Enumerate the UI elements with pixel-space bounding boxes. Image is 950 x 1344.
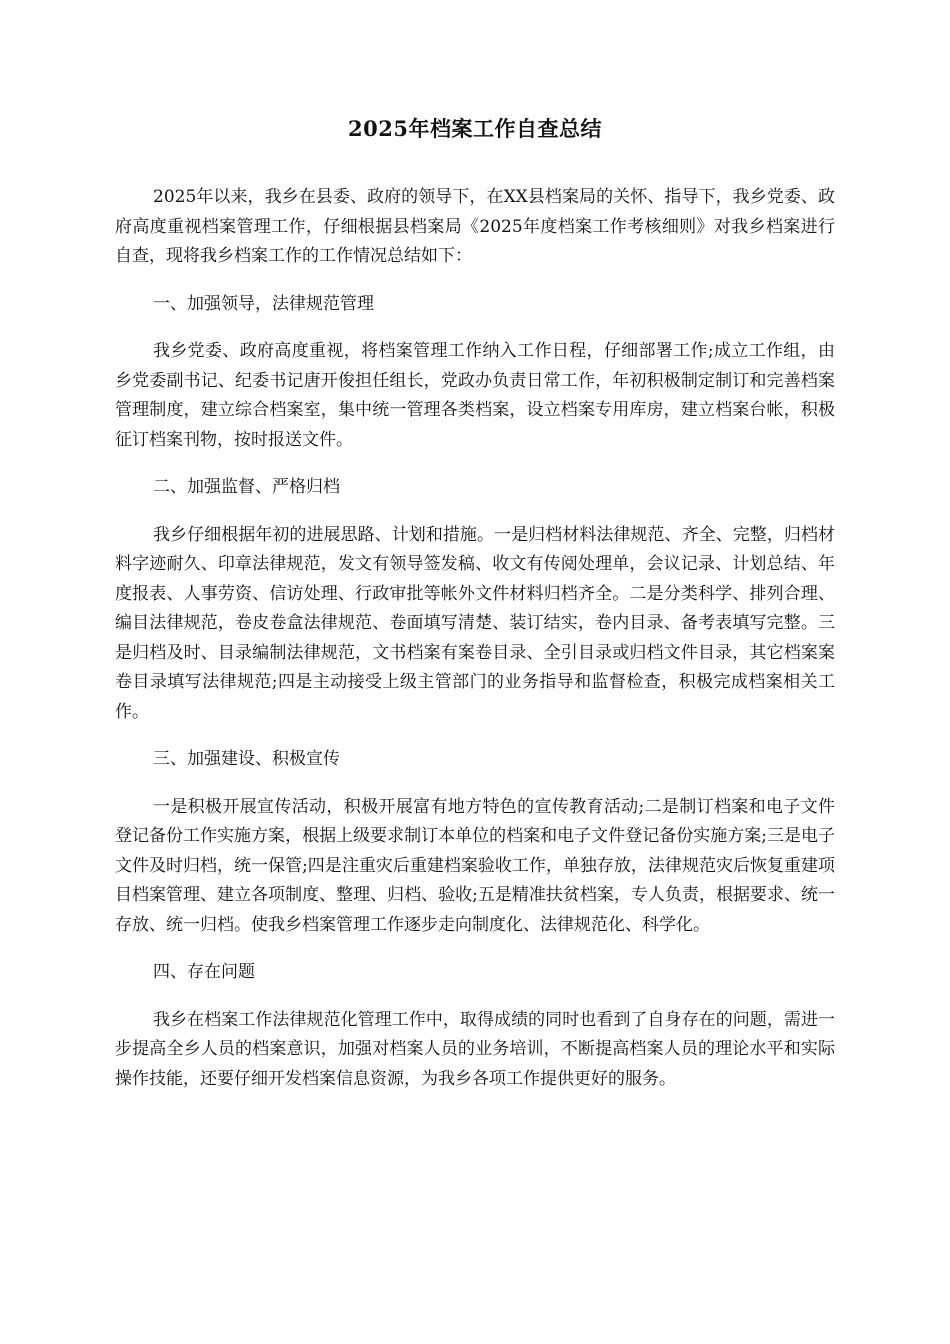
section-body-3: 一是积极开展宣传活动，积极开展富有地方特色的宣传教育活动;二是制订档案和电子文件登记备份工作实施方案，根据上级要求制订本单位的档案和电子文件登记备份实施方案;三是电子文件及时归档，统一保管;四是注重灾后重建档案验收工作，单独存放，法律规范灾后恢复重建项目档案管理、建立各项制度、整理、归档、验收;五是精准扶贫档案，专人负责，根据要求、统一存放、统一归档。使我乡档案管理工作逐步走向制度化、法律规范化、科学化。 <box>115 796 835 935</box>
section-heading-2: 二、加强监督、严格归档 <box>153 477 340 497</box>
section-heading-4: 四、存在问题 <box>153 962 255 982</box>
section-heading-1: 一、加强领导，法律规范管理 <box>153 293 374 314</box>
document-body <box>115 183 835 1112</box>
intro-paragraph: 2025年以来，我乡在县委、政府的领导下，在XX县档案局的关怀、指导下，我乡党委、政府高度重视档案管理工作，仔细根据县档案局《2025年度档案工作考核细则》对我乡档案进行自查，现将我乡档案工作的工作情况总结如下： <box>115 187 835 266</box>
document-title: 2025年档案工作自查总结 <box>348 116 602 141</box>
section-body-4: 我乡在档案工作法律规范化管理工作中，取得成绩的同时也看到了自身存在的问题，需进一步提高全乡人员的档案意识，加强对档案人员的业务培训，不断提高档案人员的理论水平和实际操作技能，还要仔细开发档案信息资源，为我乡各项工作提供更好的服务。 <box>115 1009 835 1089</box>
section-body-2: 我乡仔细根据年初的进展思路、计划和措施。一是归档材料法律规范、齐全、完整，归档材料字迹耐久、印章法律规范，发文有领导签发稿、收文有传阅处理单，会议记录、计划总结、年度报表、人事劳资、信访处理、行政审批等帐外文件材料归档齐全。二是分类科学、排列合理、编目法律规范，卷皮卷盒法律规范、卷面填写清楚、装订结实，卷内目录、备考表填写完整。三是归档及时、目录编制法律规范，文书档案有案卷目录、全引目录或归档文件目录，其它档案案卷目录填写法律规范;四是主动接受上级主管部门的业务指导和监督检查，积极完成档案相关工作。 <box>115 524 835 722</box>
section-heading-3: 三、加强建设、积极宣传 <box>153 749 340 769</box>
section-body-1: 我乡党委、政府高度重视，将档案管理工作纳入工作日程，仔细部署工作;成立工作组，由乡党委副书记、纪委书记唐开俊担任组长，党政办负责日常工作，年初积极制定制订和完善档案管理制度，建立综合档案室，集中统一管理各类档案，设立档案专用库房，建立档案台帐，积极征订档案刊物，按时报送文件。 <box>115 341 835 450</box>
